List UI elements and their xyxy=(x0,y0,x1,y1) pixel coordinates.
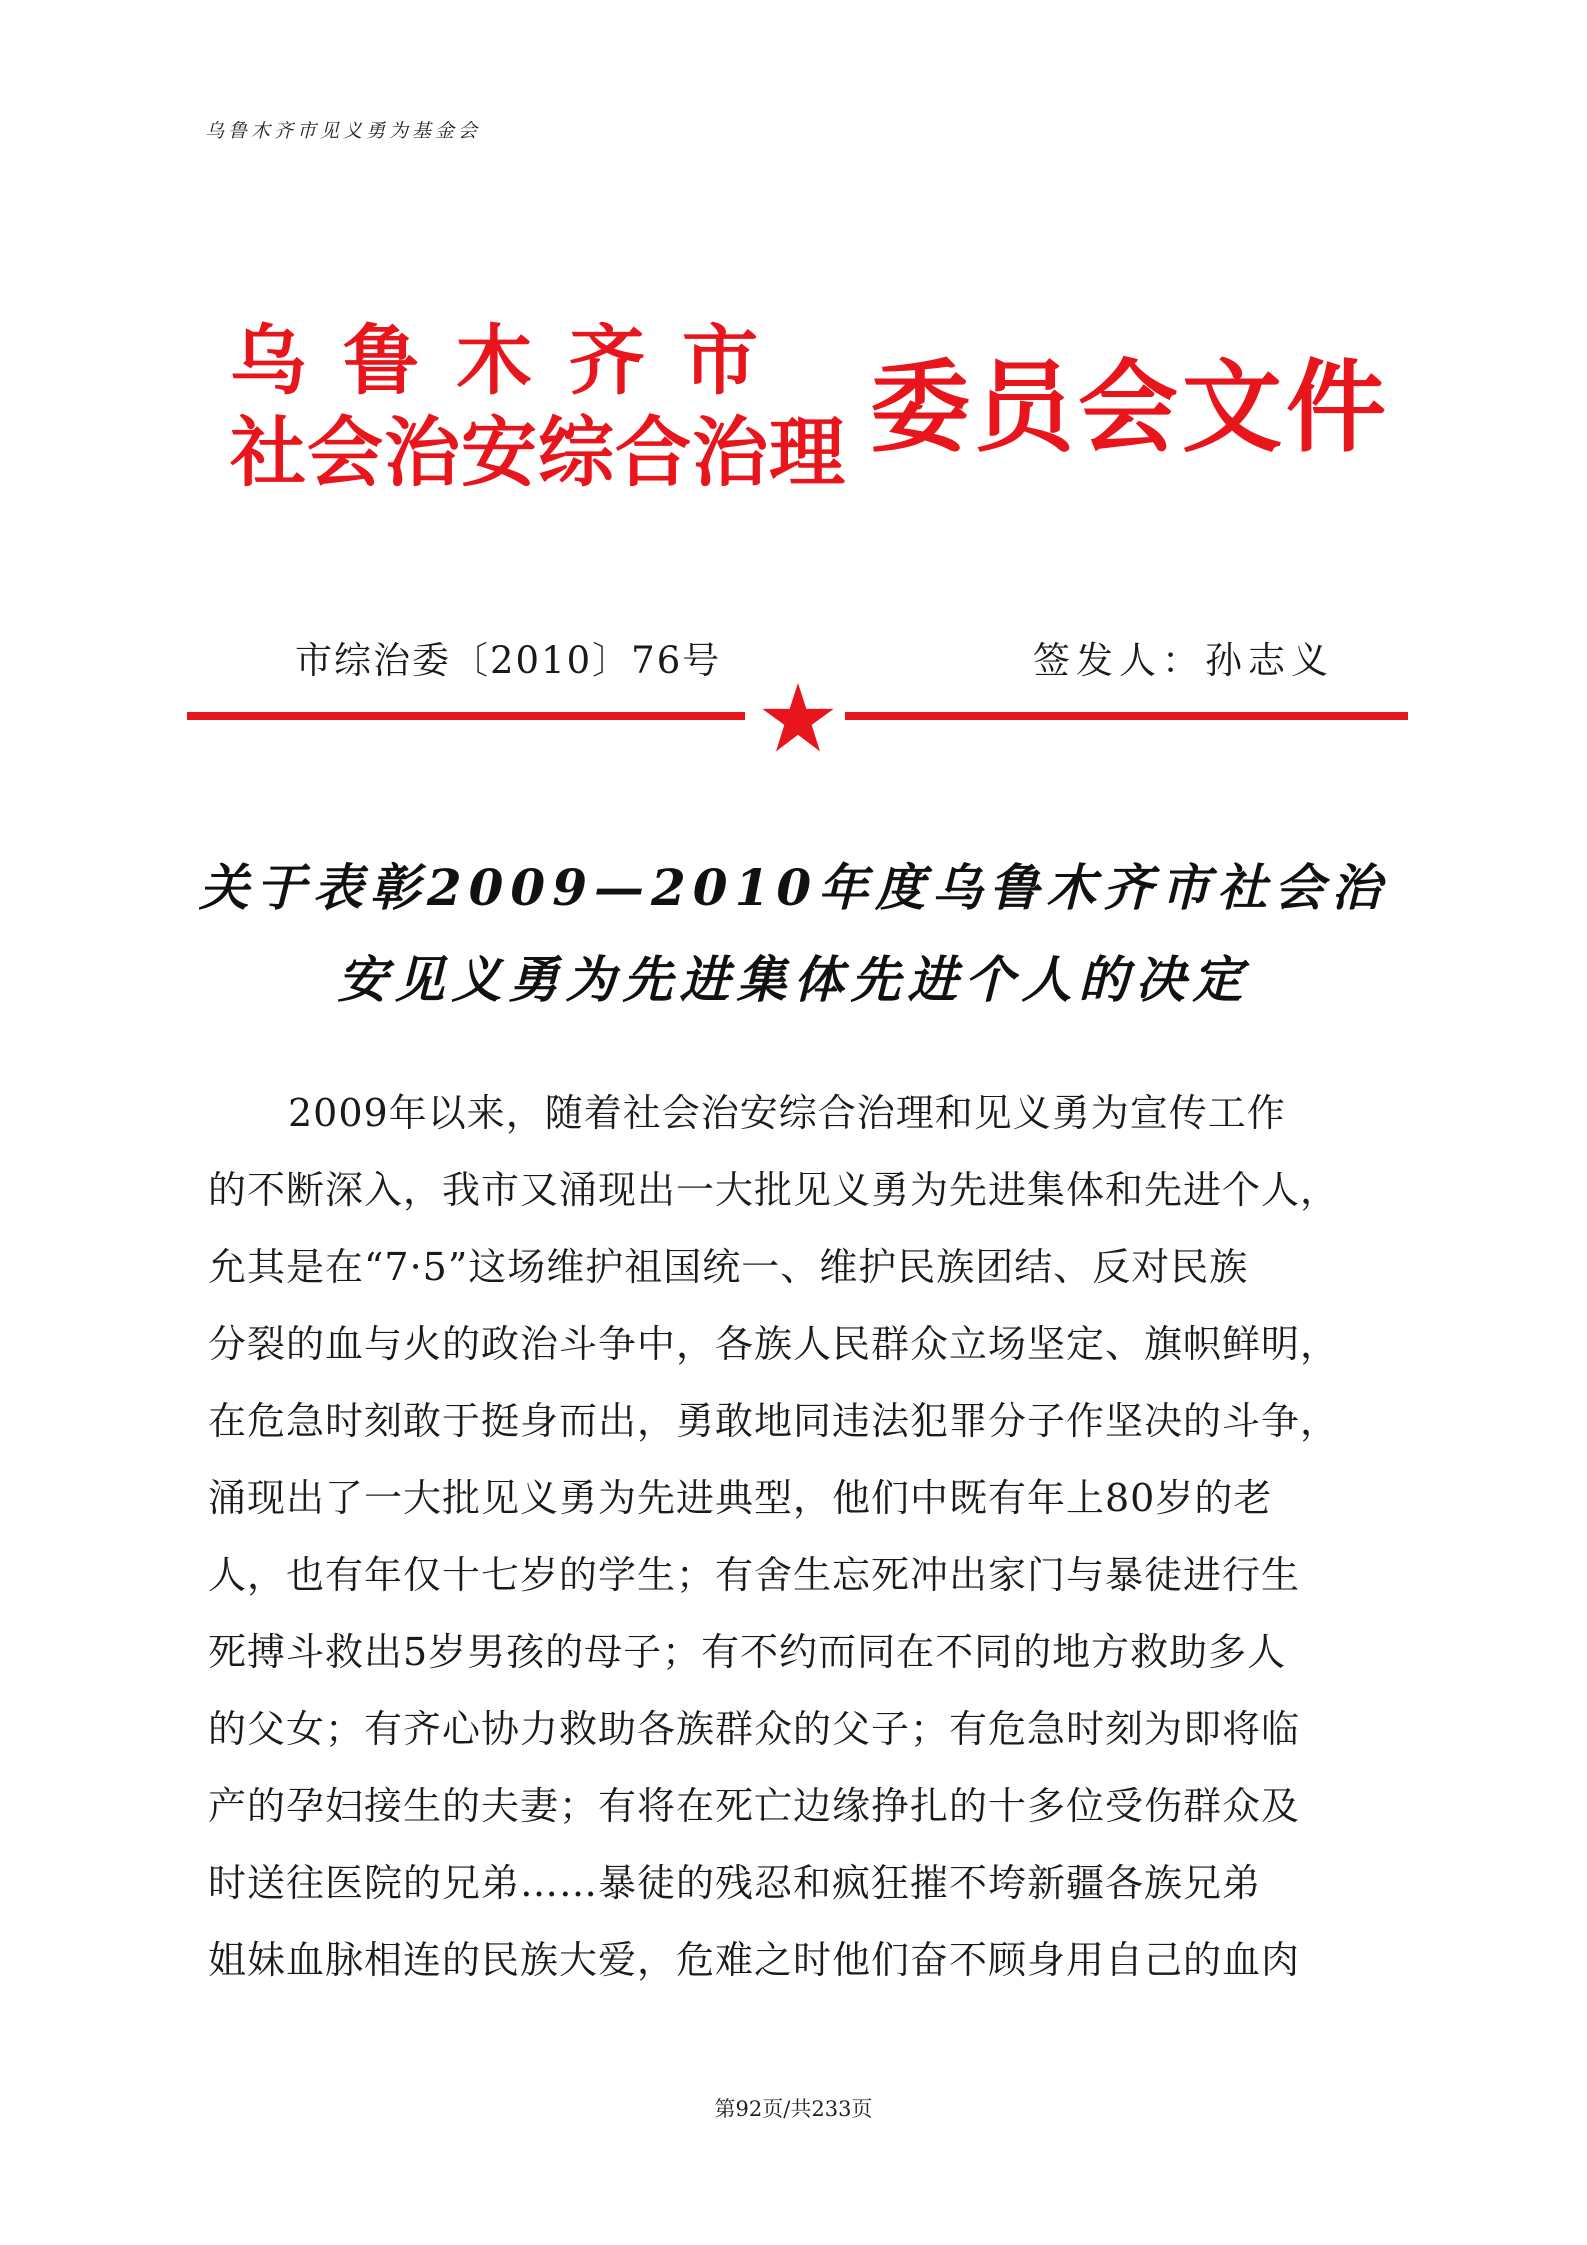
body-paragraph xyxy=(208,1075,1388,1999)
masthead xyxy=(230,318,1390,508)
body-line: 的不断深入，我市又涌现出一大批见义勇为先进集体和先进个人， xyxy=(208,1168,1340,1212)
body-line: 人，也有年仅十七岁的学生；有舍生忘死冲出家门与暴徒进行生 xyxy=(208,1553,1301,1597)
body-line: 死搏斗救出5岁男孩的母子；有不约而同在不同的地方救助多人 xyxy=(208,1630,1287,1674)
document-title xyxy=(160,842,1427,1026)
red-divider-right xyxy=(845,712,1408,720)
body-line: 允其是在“7·5”这场维护祖国统一、维护民族团结、反对民族 xyxy=(208,1245,1249,1289)
body-line: 产的孕妇接生的夫妻；有将在死亡边缘挣扎的十多位受伤群众及 xyxy=(208,1784,1301,1828)
body-line: 的父女；有齐心协力救助各族群众的父子；有危急时刻为即将临 xyxy=(208,1707,1301,1751)
title-line-2: 安见义勇为先进集体先进个人的决定 xyxy=(337,950,1250,1009)
body-line: 2009年以来，随着社会治安综合治理和见义勇为宣传工作 xyxy=(288,1091,1286,1135)
title-line-1: 关于表彰2009—2010年度乌鲁木齐市社会治 xyxy=(198,858,1389,917)
red-star-icon xyxy=(760,680,836,756)
running-header: 乌鲁木齐市见义勇为基金会 xyxy=(205,120,482,142)
red-divider-left xyxy=(187,712,745,720)
body-line: 涌现出了一大批见义勇为先进典型，他们中既有年上80岁的老 xyxy=(208,1476,1273,1520)
page-number: 第92页/共233页 xyxy=(714,2097,873,2121)
masthead-city: 乌鲁木齐市 xyxy=(230,316,795,405)
body-line: 分裂的血与火的政治斗争中，各族人民群众立场坚定、旗帜鲜明， xyxy=(208,1322,1340,1366)
document-number: 市综治委〔2010〕76号 xyxy=(295,639,722,682)
body-line: 姐妹血脉相连的民族大爱，危难之时他们奋不顾身用自己的血肉 xyxy=(208,1938,1301,1982)
document-signer: 签发人：孙志义 xyxy=(1033,639,1334,682)
masthead-document-type: 委员会文件 xyxy=(870,348,1390,466)
body-line: 时送往医院的兄弟……暴徒的残忍和疯狂摧不垮新疆各族兄弟 xyxy=(208,1861,1262,1905)
body-line: 在危急时刻敢于挺身而出，勇敢地同违法犯罪分子作坚决的斗争， xyxy=(208,1399,1340,1443)
masthead-committee: 社会治安综合治理 xyxy=(230,408,846,497)
